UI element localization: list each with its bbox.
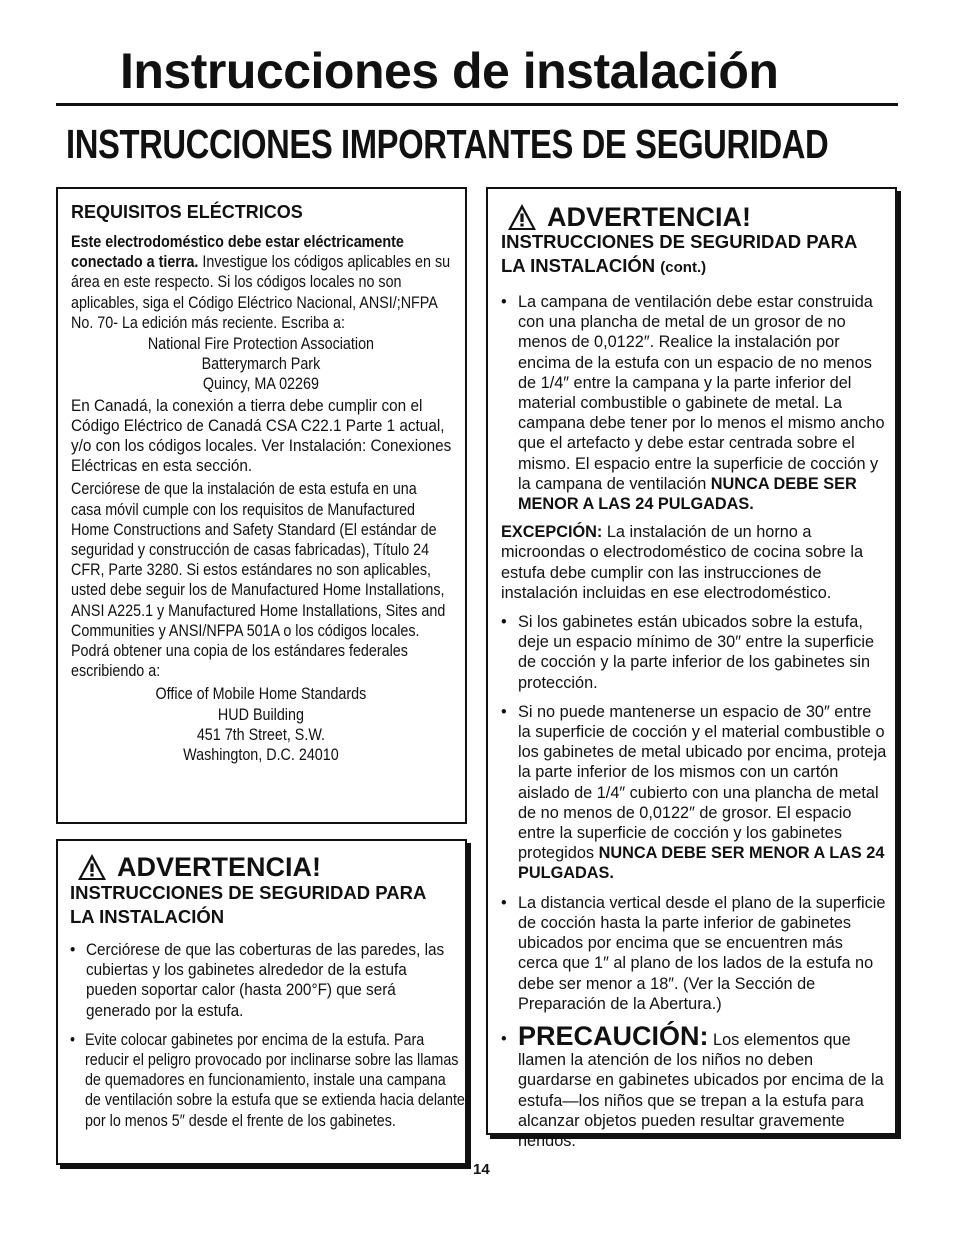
caution-text: Los elementos que llamen la atención de los niños no deben guardarse en gabinetes ubicados por encima de la estufa—los niños que se trepan a la estufa para alcanzar objetos pueden resultar gravemente heridos. xyxy=(518,1030,884,1150)
list-item-text: Evite colocar gabinetes por encima de la estufa. Para reducir el peligro provocado por inclinarse sobre las llamas de quemadores en funcionamiento, instale una campana de ventilación sobre la estufa que se extienda hacia delante por lo menos 5″ desde el frente de los gabinetes. xyxy=(84,1030,465,1130)
section-title: INSTRUCCIONES IMPORTANTES DE SEGURIDAD xyxy=(66,121,829,167)
address-line: Office of Mobile Home Standards xyxy=(155,685,367,704)
electrical-intro-bold: Este electrodoméstico debe estar eléctricamente conectado a tierra. xyxy=(71,233,404,272)
address-line: 451 7th Street, S.W. xyxy=(196,725,326,744)
exception-label: EXCEPCIÓN: xyxy=(501,523,603,542)
bullet: • xyxy=(501,613,507,632)
list-item-text: La distancia vertical desde el plano de la superficie de cocción hasta la parte inferior de gabinetes ubicados por encima que se encuentren más cerca que 1″ al plano de los lados de la estufa no debe ser menor a 18″. (Ver la Sección de Preparación de la Abertura.) xyxy=(518,893,886,1013)
list-item-text: Cerciórese de que las coberturas de las paredes, las cubiertas y los gabinetes alrededor de la estufa pueden soportar calor (hasta 200°F) que será generado por la estufa. xyxy=(85,941,445,1020)
warning-box-left xyxy=(56,839,467,1165)
warning-title-text: ADVERTENCIA! xyxy=(117,852,322,882)
hud-address xyxy=(71,684,451,765)
bullet: • xyxy=(501,702,507,721)
address-line: Batterymarch Park xyxy=(201,355,321,374)
warning-title-text: ADVERTENCIA! xyxy=(547,202,752,232)
list-item-text: La campana de ventilación debe estar construida con una plancha de metal de un grosor de no menos de 0,0122″. Realice la instalación por encima de la estufa con un espacio de no menos de 1/4″ entre la campana y la parte inferior del material combustible o gabinete de metal. La campana debe tener por lo menos el mismo ancho que el artefacto y debe estar centrada sobre el mismo. El espacio entre la superficie de cocción y la campana de ventilación xyxy=(518,293,885,493)
warning-subtitle-text: INSTRUCCIONES DE SEGURIDAD PARA LA INSTALACIÓN xyxy=(501,231,857,276)
canada-paragraph: En Canadá, la conexión a tierra debe cumplir con el Código Eléctrico de Canadá CSA C22.1 Parte 1 actual, y/o con los códigos locales. Ver Instalación: Conexiones Eléctricas en esta sección. xyxy=(71,396,452,476)
warning-subtitle-cont: (cont.) xyxy=(660,259,707,276)
warning-box-right xyxy=(486,187,897,1150)
warning-triangle-icon xyxy=(507,203,537,231)
list-item xyxy=(70,940,462,1021)
electrical-heading: REQUISITOS ELÉCTRICOS xyxy=(71,202,303,222)
page-title: Instrucciones de instalación xyxy=(120,43,779,99)
electrical-intro-text: Investigue los códigos aplicables en su área en este respecto. Si los códigos locales no son aplicables, siga el Código Eléctrico Nacional, ANSI/;NFPA No. 70- La edición más reciente. Escriba a: xyxy=(71,253,451,332)
address-line: National Fire Protection Association xyxy=(147,335,375,354)
list-item-text: Si los gabinetes están ubicados sobre la estufa, deje un espacio mínimo de 30″ entre la superficie de cocción y la parte inferior de los gabinetes sin protección. xyxy=(518,613,875,692)
page-number: 14 xyxy=(473,1161,490,1178)
warning-title xyxy=(77,852,455,882)
list-item xyxy=(70,1030,465,1131)
bullet: • xyxy=(70,941,76,959)
warning-subtitle: INSTRUCCIONES DE SEGURIDAD PARA LA INSTALACIÓN xyxy=(70,882,426,927)
bullet: • xyxy=(501,1029,507,1048)
list-item xyxy=(501,893,887,1014)
warning-triangle-icon xyxy=(77,853,107,881)
title-divider xyxy=(56,103,898,106)
electrical-requirements-box xyxy=(56,187,467,824)
address-line: Washington, D.C. 24010 xyxy=(183,746,339,765)
warning-title xyxy=(507,202,887,232)
bullet: • xyxy=(70,1030,76,1049)
list-item-text: Si no puede mantenerse un espacio de 30″ entre la superficie de cocción y el material combustible o los gabinetes de metal ubicado por encima, proteja la parte inferior de los mismos con un cartón aislado de 1/4″ cubierto con una plancha de metal de no menos de 0,0122″ de grosor. El espacio entre la superficie de cocción y los gabinetes protegidos xyxy=(518,702,887,863)
list-item xyxy=(501,612,887,693)
exception-text: La instalación de un horno a microondas o electrodoméstico de cocina sobre la estufa debe cumplir con las instrucciones de instalación incluidas en ese electrodoméstico. xyxy=(501,523,863,602)
caution-item xyxy=(501,1020,887,1151)
caution-label: PRECAUCIÓN: xyxy=(518,1020,709,1051)
bullet: • xyxy=(501,293,507,311)
exception-paragraph xyxy=(501,522,887,603)
bullet: • xyxy=(501,893,507,912)
list-item xyxy=(501,702,887,884)
nfpa-address xyxy=(71,334,451,395)
warning-subtitle xyxy=(501,230,881,280)
address-line: Quincy, MA 02269 xyxy=(202,375,319,394)
list-item-bold: NUNCA DEBE SER MENOR A LAS 24 PULGADAS. xyxy=(518,844,885,883)
mobile-home-paragraph: Cerciórese de que la instalación de esta estufa en una casa móvil cumple con los requisitos de Manufactured Home Constructions and Safety Standard (El estándar de seguridad y construcción de casas fabricadas), Título 24 CFR, Parte 3280. Si estos estándares no son aplicables, usted debe seguir los de Manufactured Home Installations, ANSI A225.1 y Manufactured Home Installations, Sites and Communities y ANSI/NFPA 501A o los códigos locales. Podrá obtener una copia de los estándares federales escribiendo a: xyxy=(71,480,446,681)
electrical-intro xyxy=(71,232,451,333)
address-line: HUD Building xyxy=(217,705,304,724)
list-item-bold: NUNCA DEBE SER MENOR A LAS 24 PULGADAS. xyxy=(518,474,857,514)
list-item xyxy=(501,292,887,514)
